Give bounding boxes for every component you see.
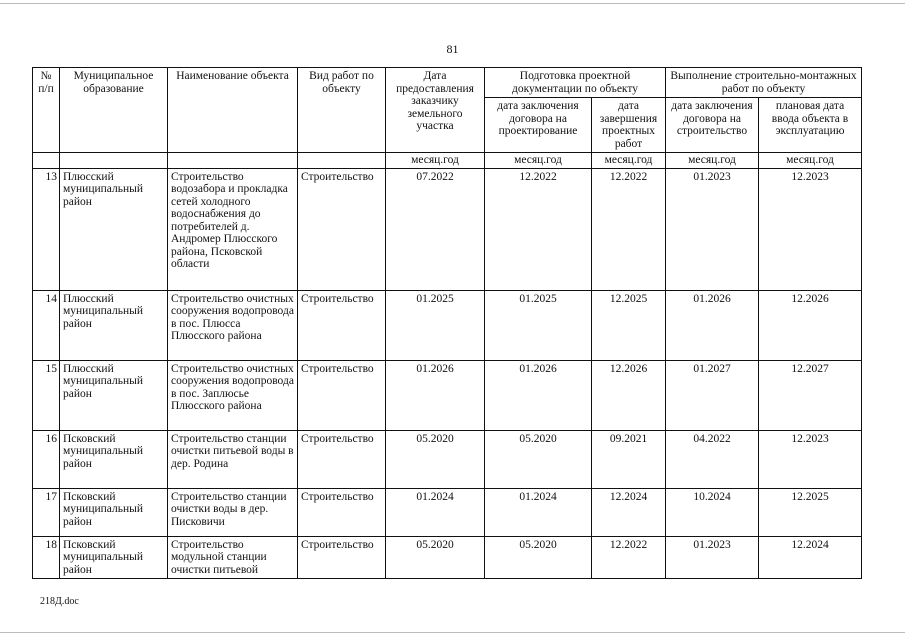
design-done-cell: 12.2024 bbox=[592, 488, 666, 536]
design-contract-cell: 05.2020 bbox=[485, 536, 592, 579]
commissioning-cell: 12.2024 bbox=[759, 536, 862, 579]
header-row-1 bbox=[33, 68, 862, 98]
unit-label: месяц.год bbox=[485, 153, 592, 169]
work-type-cell: Строительство bbox=[298, 488, 386, 536]
header-work-type: Вид работ по объекту bbox=[298, 68, 386, 153]
unit-empty bbox=[168, 153, 298, 169]
header-construction-group: Выполнение строительно-монтажных работ по объекту bbox=[666, 68, 862, 98]
row-number: 13 bbox=[33, 168, 60, 290]
table-row bbox=[33, 168, 862, 290]
commissioning-cell: 12.2023 bbox=[759, 430, 862, 488]
municipality-cell: Плюсский муниципальный район bbox=[60, 290, 168, 360]
object-name-cell: Строительство очистных сооружения водопровода в пос. Заплюсье Плюсского района bbox=[168, 360, 298, 430]
object-name-cell: Строительство очистных сооружения водопровода в пос. Плюсса Плюсского района bbox=[168, 290, 298, 360]
row-number: 17 bbox=[33, 488, 60, 536]
design-contract-cell: 01.2024 bbox=[485, 488, 592, 536]
unit-label: месяц.год bbox=[666, 153, 759, 169]
land-date-cell: 01.2025 bbox=[386, 290, 485, 360]
constr-contract-cell: 01.2027 bbox=[666, 360, 759, 430]
municipality-cell: Псковский муниципальный район bbox=[60, 536, 168, 579]
header-design-done: дата завершения проектных работ bbox=[592, 98, 666, 153]
scan-edge-top bbox=[0, 3, 905, 4]
header-commissioning: плановая дата ввода объекта в эксплуатацию bbox=[759, 98, 862, 153]
land-date-cell: 05.2020 bbox=[386, 430, 485, 488]
row-number: 14 bbox=[33, 290, 60, 360]
header-design-group: Подготовка проектной документации по объекту bbox=[485, 68, 666, 98]
municipality-cell: Псковский муниципальный район bbox=[60, 488, 168, 536]
constr-contract-cell: 04.2022 bbox=[666, 430, 759, 488]
header-municipality: Муниципальное образование bbox=[60, 68, 168, 153]
design-contract-cell: 05.2020 bbox=[485, 430, 592, 488]
constr-contract-cell: 01.2023 bbox=[666, 168, 759, 290]
design-done-cell: 12.2025 bbox=[592, 290, 666, 360]
objects-table bbox=[32, 67, 862, 579]
land-date-cell: 01.2024 bbox=[386, 488, 485, 536]
unit-row bbox=[33, 153, 862, 169]
row-number: 16 bbox=[33, 430, 60, 488]
row-number: 18 bbox=[33, 536, 60, 579]
unit-label: месяц.год bbox=[592, 153, 666, 169]
design-contract-cell: 12.2022 bbox=[485, 168, 592, 290]
constr-contract-cell: 10.2024 bbox=[666, 488, 759, 536]
commissioning-cell: 12.2026 bbox=[759, 290, 862, 360]
object-name-cell: Строительство станции очистки питьевой воды в дер. Родина bbox=[168, 430, 298, 488]
design-done-cell: 12.2022 bbox=[592, 536, 666, 579]
scan-edge-bottom bbox=[0, 632, 905, 633]
table-row bbox=[33, 488, 862, 536]
commissioning-cell: 12.2025 bbox=[759, 488, 862, 536]
work-type-cell: Строительство bbox=[298, 360, 386, 430]
commissioning-cell: 12.2023 bbox=[759, 168, 862, 290]
commissioning-cell: 12.2027 bbox=[759, 360, 862, 430]
table-row bbox=[33, 290, 862, 360]
table-row bbox=[33, 430, 862, 488]
municipality-cell: Плюсский муниципальный район bbox=[60, 360, 168, 430]
object-name-cell: Строительство станции очистки воды в дер. Писковичи bbox=[168, 488, 298, 536]
header-design-contract: дата заключения договора на проектирование bbox=[485, 98, 592, 153]
land-date-cell: 01.2026 bbox=[386, 360, 485, 430]
unit-empty bbox=[33, 153, 60, 169]
design-done-cell: 09.2021 bbox=[592, 430, 666, 488]
footer-filename: 218Д.doc bbox=[40, 596, 79, 607]
work-type-cell: Строительство bbox=[298, 430, 386, 488]
table-row bbox=[33, 360, 862, 430]
design-contract-cell: 01.2026 bbox=[485, 360, 592, 430]
object-name-cell: Строительство водозабора и прокладка сетей холодного водоснабжения до потребителей д. Андромер Плюсского района, Псковской области bbox=[168, 168, 298, 290]
unit-label: месяц.год bbox=[386, 153, 485, 169]
page-number: 81 bbox=[446, 42, 459, 56]
land-date-cell: 07.2022 bbox=[386, 168, 485, 290]
constr-contract-cell: 01.2023 bbox=[666, 536, 759, 579]
table-row bbox=[33, 536, 862, 579]
municipality-cell: Плюсский муниципальный район bbox=[60, 168, 168, 290]
header-land-date: Дата предоставления заказчику земельного участка bbox=[386, 68, 485, 153]
row-number: 15 bbox=[33, 360, 60, 430]
constr-contract-cell: 01.2026 bbox=[666, 290, 759, 360]
work-type-cell: Строительство bbox=[298, 168, 386, 290]
header-object: Наименование объекта bbox=[168, 68, 298, 153]
unit-label: месяц.год bbox=[759, 153, 862, 169]
design-contract-cell: 01.2025 bbox=[485, 290, 592, 360]
work-type-cell: Строительство bbox=[298, 290, 386, 360]
object-name-cell: Строительство модульной станции очистки питьевой bbox=[168, 536, 298, 579]
work-type-cell: Строительство bbox=[298, 536, 386, 579]
land-date-cell: 05.2020 bbox=[386, 536, 485, 579]
unit-empty bbox=[60, 153, 168, 169]
header-constr-contract: дата заключения договора на строительство bbox=[666, 98, 759, 153]
municipality-cell: Псковский муниципальный район bbox=[60, 430, 168, 488]
design-done-cell: 12.2026 bbox=[592, 360, 666, 430]
unit-empty bbox=[298, 153, 386, 169]
design-done-cell: 12.2022 bbox=[592, 168, 666, 290]
header-no: № п/п bbox=[33, 68, 60, 153]
